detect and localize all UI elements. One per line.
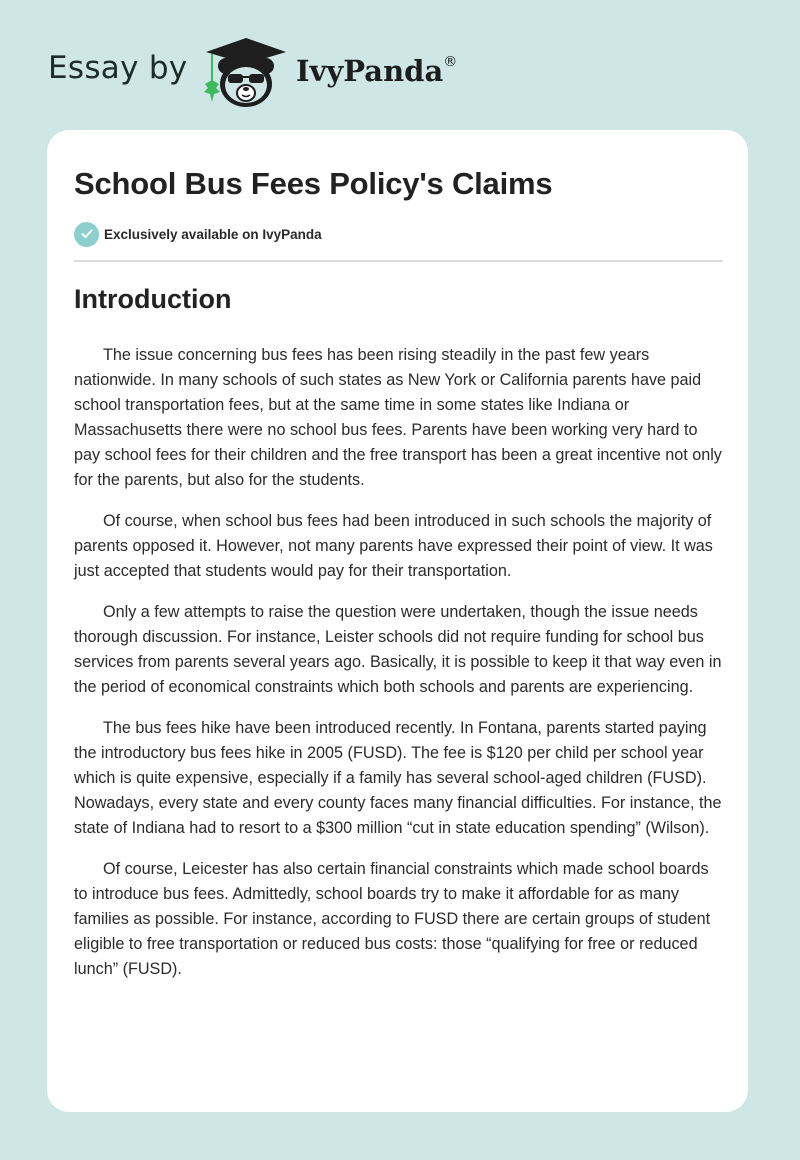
exclusive-badge [74, 221, 322, 247]
paragraph: Of course, when school bus fees had been introduced in such schools the majority of parents opposed it. However, not many parents have expressed their point of view. It was just accepted that students would pay for their transportation. [74, 512, 713, 580]
check-circle-icon [74, 222, 99, 247]
panda-graduate-logo-icon[interactable] [200, 34, 292, 110]
brand-logo-text[interactable] [296, 54, 457, 88]
brand-name: IvyPanda [296, 54, 444, 88]
paragraph: The bus fees hike have been introduced recently. In Fontana, parents started paying the introductory bus fees hike in 2005 (FUSD). The fee is $120 per child per school year which is quite expensive, especially if a family has several school-aged children (FUSD). Nowadays, every state and every county faces many financial difficulties. For instance, the state of Indiana had to resort to a $300 million “cut in state education spending” (Wilson). [74, 719, 722, 837]
essay-card [47, 130, 748, 1112]
title-divider [74, 260, 723, 262]
paragraph: Of course, Leicester has also certain financial constraints which made school boards to introduce bus fees. Admittedly, school boards try to make it affordable for as many families as possible. For instance, according to FUSD there are certain groups of student eligible to free transportation or reduced bus costs: those “qualifying for free or reduced lunch” (FUSD). [74, 860, 711, 978]
paragraph: Only a few attempts to raise the question were undertaken, though the issue needs thorough discussion. For instance, Leister schools did not require funding for school bus services from parents several years ago. Basically, it is possible to keep it that way even in the period of economical constraints which both schools and parents are experiencing. [74, 603, 722, 696]
essay-by-label: Essay by [48, 50, 188, 86]
page-title: School Bus Fees Policy's Claims [74, 166, 553, 201]
exclusive-badge-label: Exclusively available on IvyPanda [104, 226, 322, 242]
site-header [0, 0, 800, 130]
section-heading-introduction: Introduction [74, 284, 232, 314]
paragraph: The issue concerning bus fees has been rising steadily in the past few years nationwide. In many schools of such states as New York or California parents have paid school transportation fees, but at the same time in some states like Indiana or Massachusetts there were no school bus fees. Parents have been working very hard to pay school fees for their children and the free transport has been a great incentive not only for the parents, but also for the students. [74, 346, 722, 489]
essay-body [74, 343, 726, 998]
registered-mark: ® [443, 54, 458, 71]
